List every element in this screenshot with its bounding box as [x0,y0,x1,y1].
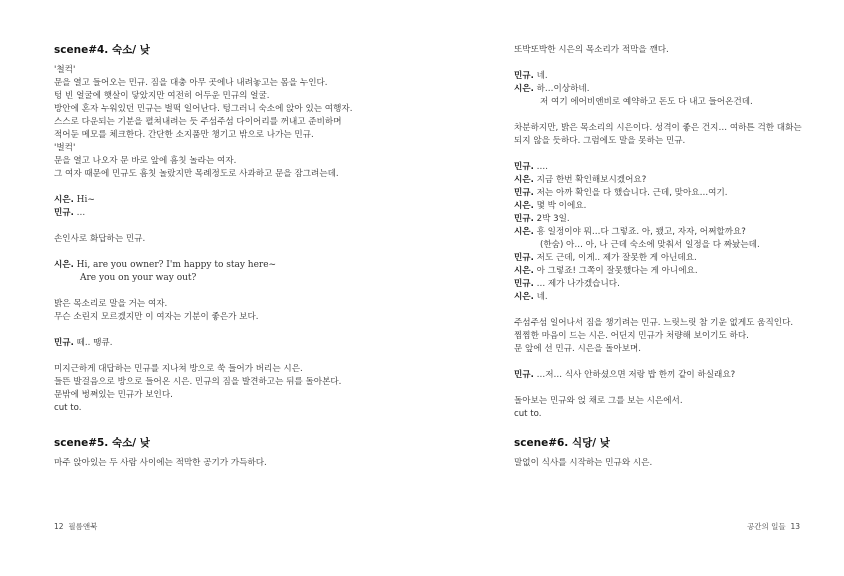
direction-line: 또박또박한 시은의 목소리가 적막을 깬다. [514,45,669,55]
speaker-name: 민규. [514,71,534,81]
direction-line: 문을 열고 나오자 문 바로 앞에 흠칫 놀라는 여자. [54,156,237,166]
speaker-name: 민규. [514,188,534,198]
direction-line: 문밖에 벙쪄있는 민규가 보인다. [54,390,173,400]
left-footer [54,521,97,532]
dialogue-text: 네. [536,71,548,81]
direction-line: 찜찜한 마음이 드는 시은. 어딘지 민규가 처량해 보이기도 하다. [514,331,749,341]
dialogue-line [514,369,834,382]
dialogue-line [514,174,834,187]
sound-effect: '벌컥' [54,143,76,153]
page-number: 13 [790,522,800,531]
sound-effect: '철컥' [54,65,76,75]
dialogue-line [514,187,834,200]
direction-line: 그 여자 때문에 민규도 흠칫 놀랐지만 목례정도로 사과하고 문을 잠그려는데. [54,169,339,179]
dialogue-line [514,213,834,226]
speaker-name: 민규. [514,214,534,224]
dialogue-text: 아 그렇죠! 그쪽이 잘못했다는 게 아니에요. [536,266,698,276]
direction-line: 문을 열고 들어오는 민규. 짐을 대충 아무 곳에나 내려놓고는 몸을 누인다. [54,78,328,88]
speaker-name: 시은. [54,260,74,270]
scene-5-heading: scene#5. 숙소/ 낮 [54,437,150,449]
speaker-name: 민규. [54,338,74,348]
speaker-name: 민규. [514,279,534,289]
dialogue-text: 저도 근데, 이게.. 제가 잘못한 게 아닌데요. [536,253,697,263]
right-page-text [514,44,834,421]
right-page [422,0,844,576]
speaker-name: 시은. [514,266,534,276]
dialogue-line [514,226,834,239]
book-title: 필름앤북 [68,522,98,531]
cut-to: cut to. [54,403,82,413]
direction-line: 적어둔 메모를 체크한다. 간단한 소지품만 챙기고 밖으로 나가는 민규. [54,130,314,140]
direction-line: 방안에 혼자 누워있던 민규는 벌떡 일어난다. 텅그러니 숙소에 앉아 있는 여행자. [54,104,353,114]
dialogue-line [514,291,834,304]
direction-line: 차분하지만, 밝은 목소리의 시은이다. 성격이 좋은 건지… 여하튼 걱한 대화는 [514,123,802,133]
dialogue-line [54,337,394,350]
dialogue-line [514,278,834,291]
speaker-name: 시은. [514,175,534,185]
dialogue-text: Hi~ [76,195,95,205]
dialogue-continuation: (한숨) 아… 아, 나 근데 숙소에 맞춰서 일정을 다 짜놨는데. [540,240,760,250]
dialogue-text: 하…이상하네. [536,84,590,94]
speaker-name: 민규. [514,162,534,172]
dialogue-text: 몇 박 이에요. [536,201,587,211]
page-number: 12 [54,522,64,531]
dialogue-line [514,252,834,265]
speaker-name: 시은. [54,195,74,205]
scene-4-heading: scene#4. 숙소/ 낮 [54,44,150,56]
right-footer [747,521,800,532]
speaker-name: 민규. [514,253,534,263]
direction-line: 들뜬 발걸음으로 방으로 들어온 시은. 민규의 짐을 발견하고는 뒤를 돌아본다. [54,377,342,387]
direction-line: 미지근하게 대답하는 민규를 지나쳐 방으로 쑥 들어가 버리는 시은. [54,364,303,374]
direction-line: 밝은 목소리로 말을 거는 여자. [54,299,168,309]
dialogue-line [54,207,394,220]
dialogue-text: 떼.. 땡큐. [76,338,113,348]
dialogue-text: Hi, are you owner? I'm happy to stay here~ [76,260,277,270]
left-page-text [54,44,394,415]
dialogue-text: 흥 일정이야 뭐…다 그렇죠. 아, 됐고, 자자, 어쩌할까요? [536,227,746,237]
direction-line: 주섬주섬 일어나서 짐을 챙기려는 민규. 느릿느릿 참 기운 없게도 움직인다. [514,318,794,328]
speaker-name: 시은. [514,201,534,211]
dialogue-text: 저는 아까 확인을 다 했습니다. 근데, 맞아요…여기. [536,188,728,198]
scene-5-block [54,437,394,470]
dialogue-line [54,194,394,207]
dialogue-continuation: 저 여기 에어비앤비로 예약하고 돈도 다 내고 들어온건데. [540,97,753,107]
cut-to: cut to. [514,409,542,419]
speaker-name: 시은. [514,227,534,237]
direction-line: 스스로 다운되는 기분을 펼쳐내려는 듯 주섬주섬 다이어리를 꺼내고 준비하며 [54,117,342,127]
dialogue-text: 지금 한번 확인해보시겠어요? [536,175,647,185]
dialogue-line [514,70,834,83]
scene-6-block [514,437,834,470]
dialogue-text: 네. [536,292,548,302]
speaker-name: 민규. [514,370,534,380]
dialogue-continuation: Are you on your way out? [80,273,197,283]
speaker-name: 시은. [514,84,534,94]
direction-line: 손인사로 화답하는 민규. [54,234,146,244]
dialogue-text: … [76,208,86,218]
dialogue-text: …. [536,162,548,172]
direction-line: 말없이 식사를 시작하는 민규와 시은. [514,458,653,468]
direction-line: 문 앞에 선 민규. 시은을 돌아보며. [514,344,642,354]
scene-6-heading: scene#6. 식당/ 낮 [514,437,610,449]
dialogue-line [514,200,834,213]
direction-line: 무슨 소린지 모르겠지만 이 여자는 기분이 좋은가 보다. [54,312,259,322]
dialogue-line [514,83,834,96]
dialogue-line [514,265,834,278]
direction-line: 돌아보는 민규와 얹 채로 그를 보는 시은에서. [514,396,683,406]
dialogue-text: … 제가 나가겠습니다. [536,279,620,289]
speaker-name: 시은. [514,292,534,302]
direction-line: 텅 빈 얼굴에 햇살이 닿았지만 여전히 어두운 민규의 얼굴. [54,91,270,101]
direction-line: 마주 앉아있는 두 사람 사이에는 적막한 공기가 가득하다. [54,458,267,468]
dialogue-text: …저… 식사 안하셨으면 저랑 밥 한끼 같이 하실래요? [536,370,736,380]
dialogue-line [54,259,394,272]
direction-line: 되지 않을 듯하다. 그럼에도 말을 못하는 민규. [514,136,686,146]
dialogue-text: 2박 3일. [536,214,570,224]
dialogue-line [514,161,834,174]
speaker-name: 민규. [54,208,74,218]
book-title: 공간의 일들 [747,522,786,531]
